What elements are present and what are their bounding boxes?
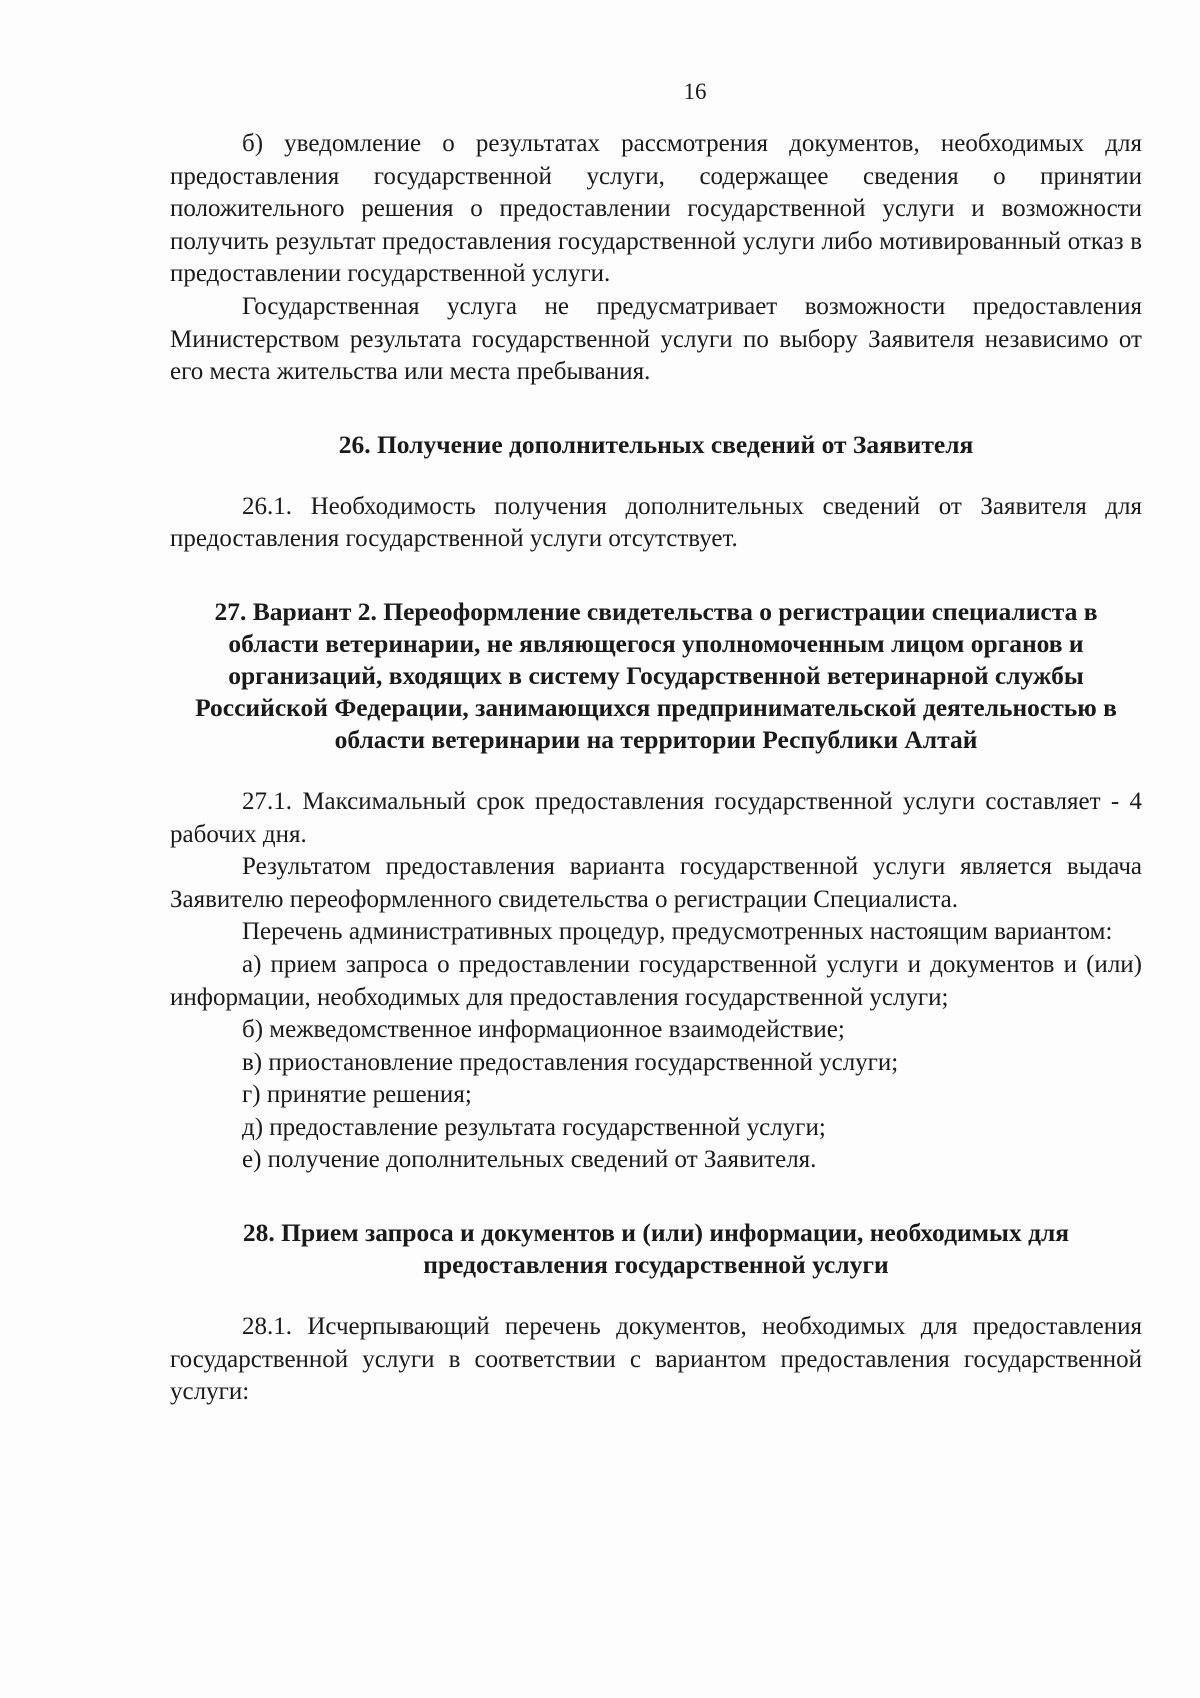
list-item-d: д) предоставление результата государственной услуги;	[242, 1113, 826, 1141]
paragraph-27-1: 27.1. Максимальный срок предоставления государственной услуги составляет - 4 рабочих дня.	[170, 787, 1142, 848]
list-item-v: в) приостановление предоставления государственной услуги;	[242, 1048, 899, 1076]
paragraph-27-procedures: Перечень административных процедур, предусмотренных настоящим вариантом:	[242, 918, 1113, 946]
list-item-g: г) принятие решения;	[242, 1081, 472, 1109]
page-number: 16	[683, 79, 707, 104]
list-item-e: е) получение дополнительных сведений от Заявителя.	[242, 1146, 817, 1174]
section-heading-26: 26. Получение дополнительных сведений от Заявителя	[338, 429, 974, 459]
paragraph-service-scope: Государственная услуга не предусматривает возможности предоставления Министерством результата государственной услуги по выбору Заявителя независимо от его места жительства или места пребывания.	[170, 292, 1142, 386]
section-heading-28: 28. Прием запроса и документов и (или) информации, необходимых для предоставления государственной услуги	[242, 1218, 1070, 1280]
paragraph-27-result: Результатом предоставления варианта государственной услуги является выдача Заявителю переоформленного свидетельства о регистрации Специалиста.	[170, 853, 1142, 913]
document-body	[170, 128, 1142, 1409]
paragraph-notification: б) уведомление о результатах рассмотрения документов, необходимых для предоставления государственной услуги, содержащее сведения о принятии положительного решения о предоставлении государственной услуги и возможности получить результат предоставления государственной услуги либо мотивированный отказ в предоставлении государственной услуги.	[170, 130, 1142, 288]
section-heading-27: 27. Вариант 2. Переоформление свидетельства о регистрации специалиста в области ветеринарии, не являющегося уполномоченным лицом органов и организаций, входящих в систему Государственной ветеринарной службы Российской Федерации, занимающихся предпринимательской деятельностью в области ветеринарии на территории Республики Алтай	[195, 596, 1117, 754]
list-item-b: б) межведомственное информационное взаимодействие;	[242, 1016, 845, 1044]
paragraph-26-1: 26.1. Необходимость получения дополнительных сведений от Заявителя для предоставления государственной услуги отсутствует.	[170, 492, 1142, 553]
paragraph-28-1: 28.1. Исчерпывающий перечень документов, необходимых для предоставления государственной услуги в соответствии с вариантом предоставления государственной услуги:	[170, 1313, 1142, 1406]
list-item-a: а) прием запроса о предоставлении государственной услуги и документов и (или) информации, необходимых для предоставления государственной услуги;	[170, 950, 1142, 1011]
